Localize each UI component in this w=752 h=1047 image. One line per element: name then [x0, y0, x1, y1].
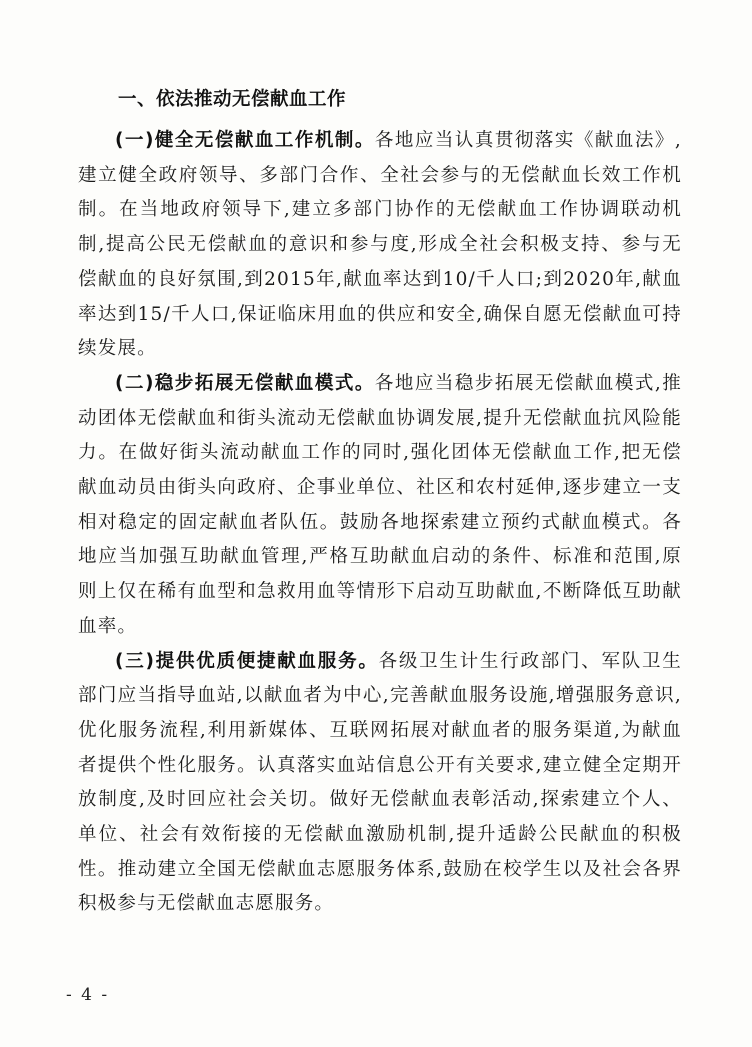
paragraph-3 [78, 645, 682, 923]
paragraph-2-body: 各地应当稳步拓展无偿献血模式,推动团体无偿献血和街头流动无偿献血协调发展,提升无偿献血抗风险能力。在做好街头流动献血工作的同时,强化团体无偿献血工作,把无偿献血动员由街头向政府、企事业单位、社区和农村延伸,逐步建立一支相对稳定的固定献血者队伍。鼓励各地探索建立预约式献血模式。各地应当加强互助献血管理,严格互助献血启动的条件、标准和范围,原则上仅在稀有血型和急救用血等情形下启动互助献血,不断降低互助献血率。 [78, 372, 682, 637]
paragraph-3-title: (三)提供优质便捷献血服务。 [115, 650, 379, 672]
section-heading: 一、依法推动无偿献血工作 [118, 89, 347, 110]
paragraph-2-title: (二)稳步拓展无偿献血模式。 [115, 372, 375, 394]
paragraph-3-body: 各级卫生计生行政部门、军队卫生部门应当指导血站,以献血者为中心,完善献血服务设施,增强服务意识,优化服务流程,利用新媒体、互联网拓展对献血者的服务渠道,为献血者提供个性化服务。认真落实血站信息公开有关要求,建立健全定期开放制度,及时回应社会关切。做好无偿献血表彰活动,探索建立个人、单位、社会有效衔接的无偿献血激励机制,提升适龄公民献血的积极性。推动建立全国无偿献血志愿服务体系,鼓励在校学生以及社会各界积极参与无偿献血志愿服务。 [78, 650, 682, 915]
paragraph-1 [78, 124, 682, 367]
paragraph-2 [78, 367, 682, 645]
paragraph-1-title: (一)健全无偿献血工作机制。 [115, 130, 375, 151]
page-number: - 4 - [66, 985, 110, 1005]
document-body [78, 82, 682, 922]
paragraph-1-body: 各地应当认真贯彻落实《献血法》,建立健全政府领导、多部门合作、全社会参与的无偿献血长效工作机制。在当地政府领导下,建立多部门协作的无偿献血工作协调联动机制,提高公民无偿献血的意识和参与度,形成全社会积极支持、参与无偿献血的良好氛围,到2015年,献血率达到10/千人口;到2020年,献血率达到15/千人口,保证临床用血的供应和安全,确保自愿无偿献血可持续发展。 [78, 130, 682, 360]
